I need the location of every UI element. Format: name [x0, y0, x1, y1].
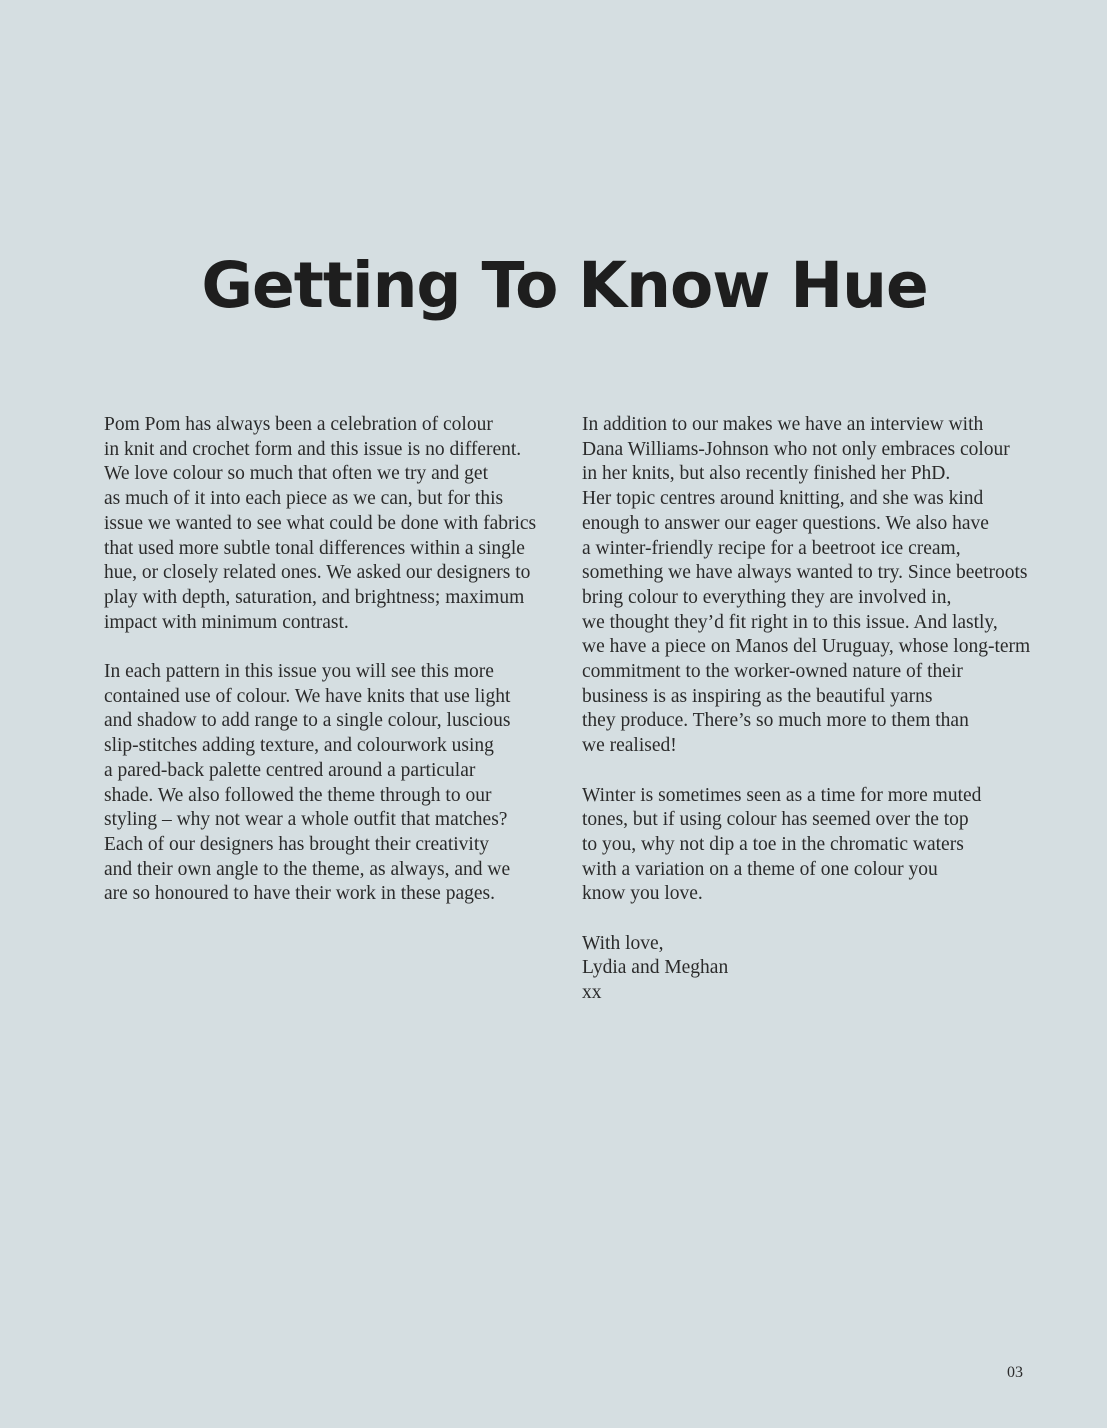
text-line: something we have always wanted to try. Since beetroots	[582, 562, 1028, 584]
sign-off	[582, 932, 1042, 1006]
page-number: 03	[1007, 1364, 1023, 1381]
text-line: enough to answer our eager questions. We also have	[582, 512, 989, 534]
text-line: in her knits, but also recently finished her PhD.	[582, 463, 951, 485]
text-line: we thought they’d fit right in to this issue. And lastly,	[582, 611, 998, 633]
text-line: we have a piece on Manos del Uruguay, whose long-term	[582, 636, 1031, 658]
text-line: contained use of colour. We have knits that use light	[104, 685, 511, 707]
text-line: as much of it into each piece as we can, but for this	[104, 488, 504, 510]
text-line: know you love.	[582, 883, 703, 905]
paragraph-winter	[582, 784, 1042, 908]
text-line: Dana Williams-Johnson who not only embraces colour	[582, 438, 1010, 460]
text-line: Winter is sometimes seen as a time for more muted	[582, 784, 982, 806]
text-line: slip-stitches adding texture, and colourwork using	[104, 735, 494, 757]
text-line: a pared-back palette centred around a particular	[104, 759, 476, 781]
paragraph-features	[582, 413, 1042, 759]
text-line: we realised!	[582, 735, 677, 757]
text-line: Pom Pom has always been a celebration of colour	[104, 414, 493, 435]
text-line: are so honoured to have their work in these pages.	[104, 883, 495, 905]
text-line: commitment to the worker-owned nature of their	[582, 661, 963, 683]
text-line: and shadow to add range to a single colour, luscious	[104, 710, 511, 732]
text-line: play with depth, saturation, and brightness; maximum	[104, 586, 525, 608]
text-line: We love colour so much that often we try and get	[104, 463, 488, 485]
text-line: and their own angle to the theme, as always, and we	[104, 858, 511, 880]
text-line: Her topic centres around knitting, and she was kind	[582, 488, 984, 510]
text-line: xx	[582, 982, 602, 1004]
paragraph-intro	[104, 413, 574, 635]
text-line: shade. We also followed the theme through to our	[104, 784, 492, 806]
page-title: Getting To Know Hue	[201, 249, 928, 322]
text-line: In each pattern in this issue you will see this more	[104, 661, 494, 683]
text-line: a winter-friendly recipe for a beetroot ice cream,	[582, 537, 961, 559]
text-line: Each of our designers has brought their creativity	[104, 833, 490, 855]
text-line: tones, but if using colour has seemed over the top	[582, 809, 969, 831]
left-column	[104, 413, 574, 932]
text-line: styling – why not wear a whole outfit that matches?	[104, 809, 508, 831]
paragraph-patterns	[104, 660, 574, 907]
text-line: impact with minimum contrast.	[104, 611, 349, 633]
text-line: hue, or closely related ones. We asked our designers to	[104, 562, 531, 584]
text-line: to you, why not dip a toe in the chromatic waters	[582, 833, 964, 855]
text-line: with a variation on a theme of one colour you	[582, 858, 938, 880]
text-line: issue we wanted to see what could be done with fabrics	[104, 512, 537, 534]
text-line: With love,	[582, 932, 664, 954]
right-column	[582, 413, 1042, 1031]
text-line: Lydia and Meghan	[582, 957, 729, 979]
text-line: in knit and crochet form and this issue is no different.	[104, 438, 522, 460]
text-line: bring colour to everything they are involved in,	[582, 586, 952, 608]
text-line: they produce. There’s so much more to them than	[582, 710, 969, 732]
text-line: In addition to our makes we have an interview with	[582, 414, 984, 435]
text-line: business is as inspiring as the beautiful yarns	[582, 685, 933, 707]
text-line: that used more subtle tonal differences within a single	[104, 537, 525, 559]
